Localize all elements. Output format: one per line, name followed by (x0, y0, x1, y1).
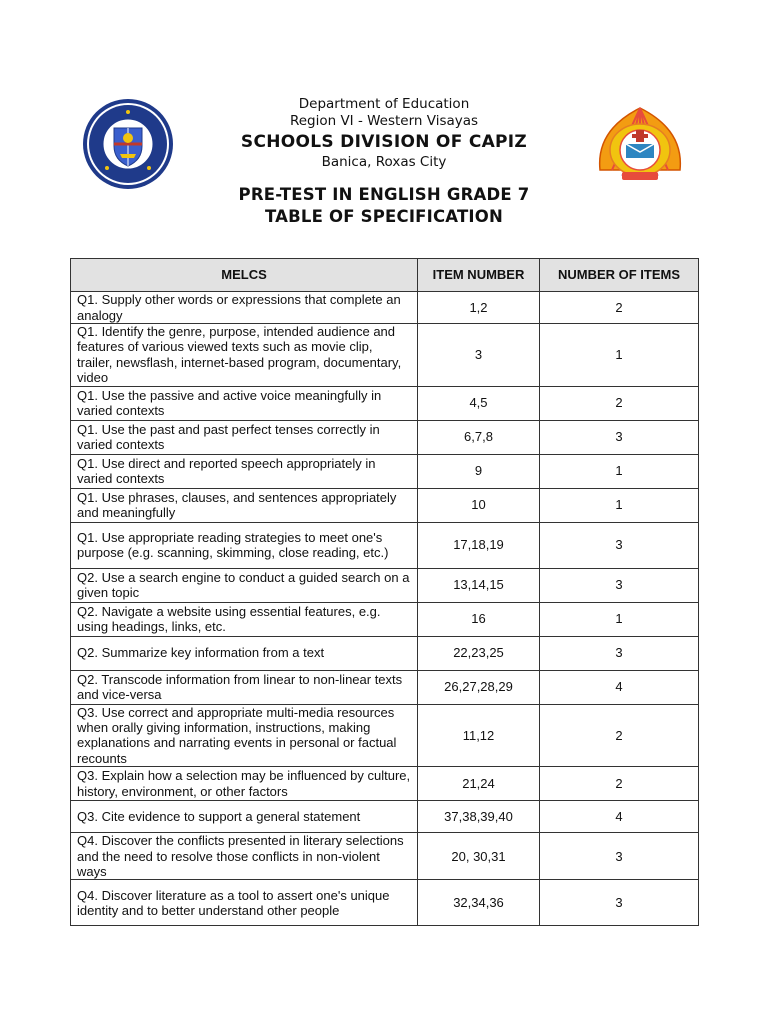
division-logo-icon (592, 100, 688, 190)
melc-cell: Q2. Use a search engine to conduct a guided search on a given topic (71, 568, 418, 602)
specification-table (70, 258, 699, 926)
table-row (71, 880, 699, 926)
item-number-cell: 32,34,36 (418, 880, 540, 926)
division-name: SCHOOLS DIVISION OF CAPIZ (240, 132, 528, 152)
table-row (71, 602, 699, 636)
table-row (71, 833, 699, 880)
melc-cell: Q3. Cite evidence to support a general statement (71, 801, 418, 833)
item-number-cell: 26,27,28,29 (418, 670, 540, 704)
table-row (71, 568, 699, 602)
header-number-of-items: NUMBER OF ITEMS (540, 259, 699, 292)
table-header-row (71, 259, 699, 292)
item-count-cell: 1 (540, 454, 699, 488)
table-row (71, 420, 699, 454)
melc-cell: Q2. Transcode information from linear to non-linear texts and vice-versa (71, 670, 418, 704)
item-number-cell: 17,18,19 (418, 522, 540, 568)
item-number-cell: 4,5 (418, 386, 540, 420)
item-number-cell: 10 (418, 488, 540, 522)
item-count-cell: 2 (540, 386, 699, 420)
table-row (71, 324, 699, 387)
item-count-cell: 2 (540, 704, 699, 767)
title-line-2: TABLE OF SPECIFICATION (264, 207, 504, 226)
table-row (71, 704, 699, 767)
melc-cell: Q3. Explain how a selection may be influenced by culture, history, environment, or other factors (71, 767, 418, 801)
melc-cell: Q1. Use appropriate reading strategies to meet one's purpose (e.g. scanning, skimming, close reading, etc.) (71, 522, 418, 568)
item-count-cell: 1 (540, 488, 699, 522)
letterhead (0, 88, 768, 178)
item-count-cell: 1 (540, 602, 699, 636)
table-row (71, 801, 699, 833)
item-count-cell: 4 (540, 801, 699, 833)
melc-cell: Q1. Supply other words or expressions that complete an analogy (71, 292, 418, 324)
item-number-cell: 16 (418, 602, 540, 636)
table-row (71, 636, 699, 670)
header-item-number: ITEM NUMBER (418, 259, 540, 292)
table-row (71, 522, 699, 568)
table-row (71, 488, 699, 522)
table-row (71, 670, 699, 704)
melc-cell: Q2. Navigate a website using essential features, e.g. using headings, links, etc. (71, 602, 418, 636)
item-count-cell: 1 (540, 324, 699, 387)
division-address: Banica, Roxas City (321, 154, 447, 170)
melc-cell: Q3. Use correct and appropriate multi-media resources when orally giving information, instructions, making explanations and narrating events in personal or factual recounts (71, 704, 418, 767)
melc-cell: Q1. Use direct and reported speech appropriately in varied contexts (71, 454, 418, 488)
region-name: Region VI - Western Visayas (289, 113, 479, 129)
melc-cell: Q2. Summarize key information from a text (71, 636, 418, 670)
table-row (71, 292, 699, 324)
melc-cell: Q4. Discover literature as a tool to assert one's unique identity and to better understand other people (71, 880, 418, 926)
title-line-1: PRE-TEST IN ENGLISH GRADE 7 (238, 185, 530, 204)
melc-cell: Q1. Use the passive and active voice meaningfully in varied contexts (71, 386, 418, 420)
table-row (71, 767, 699, 801)
document-title (0, 184, 768, 228)
header-melcs: MELCS (71, 259, 418, 292)
melc-cell: Q1. Identify the genre, purpose, intended audience and features of various viewed texts such as movie clip, trailer, newsflash, internet-based program, documentary, video (71, 324, 418, 387)
item-number-cell: 11,12 (418, 704, 540, 767)
item-number-cell: 3 (418, 324, 540, 387)
item-count-cell: 3 (540, 636, 699, 670)
item-count-cell: 2 (540, 292, 699, 324)
item-number-cell: 9 (418, 454, 540, 488)
department-name: Department of Education (298, 96, 470, 112)
item-count-cell: 2 (540, 767, 699, 801)
item-count-cell: 3 (540, 420, 699, 454)
item-number-cell: 21,24 (418, 767, 540, 801)
item-count-cell: 3 (540, 833, 699, 880)
item-number-cell: 37,38,39,40 (418, 801, 540, 833)
melc-cell: Q1. Use phrases, clauses, and sentences appropriately and meaningfully (71, 488, 418, 522)
melc-cell: Q4. Discover the conflicts presented in literary selections and the need to resolve those conflicts in non-violent ways (71, 833, 418, 880)
item-count-cell: 3 (540, 522, 699, 568)
item-count-cell: 4 (540, 670, 699, 704)
table-row (71, 386, 699, 420)
item-number-cell: 22,23,25 (418, 636, 540, 670)
item-number-cell: 20, 30,31 (418, 833, 540, 880)
melc-cell: Q1. Use the past and past perfect tenses correctly in varied contexts (71, 420, 418, 454)
item-count-cell: 3 (540, 880, 699, 926)
item-number-cell: 6,7,8 (418, 420, 540, 454)
item-number-cell: 1,2 (418, 292, 540, 324)
item-count-cell: 3 (540, 568, 699, 602)
table-row (71, 454, 699, 488)
item-number-cell: 13,14,15 (418, 568, 540, 602)
